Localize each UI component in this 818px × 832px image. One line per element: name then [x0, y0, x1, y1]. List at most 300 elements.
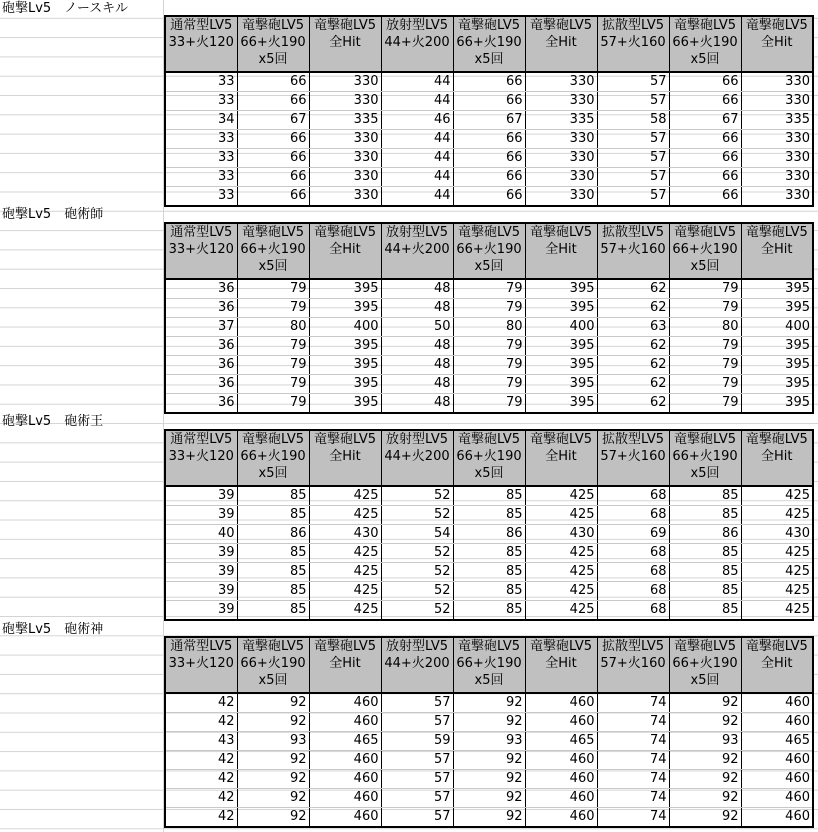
value-cell[interactable]: 66 [669, 187, 741, 207]
value-cell[interactable]: 62 [597, 375, 669, 394]
value-cell[interactable]: 425 [741, 582, 813, 601]
value-cell[interactable]: 44 [381, 92, 453, 111]
value-cell[interactable]: 66 [669, 130, 741, 149]
value-cell[interactable]: 460 [741, 789, 813, 808]
value-cell[interactable]: 92 [669, 770, 741, 789]
column-header-cell[interactable] [165, 16, 237, 72]
value-cell[interactable]: 34 [165, 111, 237, 130]
value-cell[interactable]: 92 [453, 808, 525, 828]
value-cell[interactable]: 465 [309, 732, 381, 751]
value-cell[interactable]: 42 [165, 789, 237, 808]
column-header-cell[interactable] [381, 16, 453, 72]
value-cell[interactable]: 425 [309, 486, 381, 506]
value-cell[interactable]: 39 [165, 486, 237, 506]
value-cell[interactable]: 395 [741, 337, 813, 356]
value-cell[interactable]: 57 [381, 789, 453, 808]
value-cell[interactable]: 80 [453, 318, 525, 337]
value-cell[interactable]: 430 [525, 525, 597, 544]
value-cell[interactable]: 33 [165, 92, 237, 111]
value-cell[interactable]: 460 [309, 808, 381, 828]
value-cell[interactable]: 330 [741, 187, 813, 207]
value-cell[interactable]: 92 [669, 693, 741, 713]
column-header-cell[interactable] [525, 430, 597, 486]
value-cell[interactable]: 33 [165, 149, 237, 168]
value-cell[interactable]: 92 [453, 713, 525, 732]
value-cell[interactable]: 460 [741, 693, 813, 713]
column-header-cell[interactable] [597, 430, 669, 486]
value-cell[interactable]: 395 [741, 356, 813, 375]
value-cell[interactable]: 395 [309, 394, 381, 414]
value-cell[interactable]: 79 [669, 394, 741, 414]
value-cell[interactable]: 74 [597, 732, 669, 751]
value-cell[interactable]: 85 [237, 582, 309, 601]
value-cell[interactable]: 48 [381, 337, 453, 356]
column-header-cell[interactable] [525, 637, 597, 693]
value-cell[interactable]: 66 [669, 168, 741, 187]
value-cell[interactable]: 460 [741, 770, 813, 789]
value-cell[interactable]: 425 [741, 563, 813, 582]
value-cell[interactable]: 66 [669, 149, 741, 168]
value-cell[interactable]: 395 [525, 337, 597, 356]
value-cell[interactable]: 58 [597, 111, 669, 130]
value-cell[interactable]: 66 [669, 72, 741, 92]
value-cell[interactable]: 39 [165, 563, 237, 582]
value-cell[interactable]: 68 [597, 506, 669, 525]
value-cell[interactable]: 395 [525, 375, 597, 394]
value-cell[interactable]: 85 [237, 506, 309, 525]
value-cell[interactable]: 57 [381, 808, 453, 828]
header-line: 竜撃砲LV5 [242, 639, 304, 654]
value-cell[interactable]: 36 [165, 356, 237, 375]
value-cell[interactable]: 62 [597, 279, 669, 299]
value-cell[interactable]: 85 [453, 486, 525, 506]
value-cell[interactable]: 86 [453, 525, 525, 544]
value-cell[interactable]: 39 [165, 506, 237, 525]
value-cell[interactable]: 36 [165, 337, 237, 356]
value-cell[interactable]: 330 [309, 149, 381, 168]
value-cell[interactable]: 430 [309, 525, 381, 544]
value-cell[interactable]: 42 [165, 770, 237, 789]
value-cell[interactable]: 68 [597, 582, 669, 601]
value-cell[interactable]: 335 [525, 111, 597, 130]
value-cell[interactable]: 395 [309, 337, 381, 356]
value-cell[interactable]: 395 [525, 394, 597, 414]
value-cell[interactable]: 460 [309, 770, 381, 789]
value-cell[interactable]: 67 [669, 111, 741, 130]
value-cell[interactable]: 80 [237, 318, 309, 337]
value-cell[interactable]: 330 [309, 168, 381, 187]
value-cell[interactable]: 79 [453, 299, 525, 318]
value-cell[interactable]: 79 [453, 394, 525, 414]
value-cell[interactable]: 57 [381, 770, 453, 789]
value-cell[interactable]: 66 [237, 72, 309, 92]
header-line: 竜撃砲LV5 [314, 225, 376, 240]
value-cell[interactable]: 460 [309, 693, 381, 713]
value-cell[interactable]: 57 [381, 693, 453, 713]
value-cell[interactable]: 69 [597, 525, 669, 544]
value-cell[interactable]: 400 [309, 318, 381, 337]
value-cell[interactable]: 85 [669, 506, 741, 525]
value-cell[interactable]: 59 [381, 732, 453, 751]
column-header-cell[interactable] [597, 223, 669, 279]
value-cell[interactable]: 85 [453, 506, 525, 525]
column-header-cell[interactable] [165, 637, 237, 693]
value-cell[interactable]: 74 [597, 789, 669, 808]
value-cell[interactable]: 48 [381, 299, 453, 318]
column-header-cell[interactable] [669, 637, 741, 693]
section-title[interactable]: 砲撃Lv5 ノースキル [2, 1, 129, 16]
value-cell[interactable]: 39 [165, 601, 237, 621]
value-cell[interactable]: 66 [453, 72, 525, 92]
value-cell[interactable]: 57 [597, 168, 669, 187]
header-line: x5回 [690, 52, 720, 67]
value-cell[interactable]: 330 [525, 72, 597, 92]
value-cell[interactable]: 62 [597, 337, 669, 356]
value-cell[interactable]: 66 [453, 168, 525, 187]
value-cell[interactable]: 460 [525, 693, 597, 713]
value-cell[interactable]: 425 [525, 506, 597, 525]
value-cell[interactable]: 425 [309, 563, 381, 582]
value-cell[interactable]: 425 [525, 544, 597, 563]
value-cell[interactable]: 44 [381, 72, 453, 92]
value-cell[interactable]: 79 [669, 337, 741, 356]
value-cell[interactable]: 57 [381, 751, 453, 770]
column-header-cell[interactable] [165, 430, 237, 486]
value-cell[interactable]: 66 [453, 130, 525, 149]
value-cell[interactable]: 79 [237, 394, 309, 414]
value-cell[interactable]: 425 [741, 506, 813, 525]
value-cell[interactable]: 330 [309, 92, 381, 111]
value-cell[interactable]: 330 [741, 130, 813, 149]
value-cell[interactable]: 33 [165, 72, 237, 92]
column-header-cell[interactable] [741, 430, 813, 486]
value-cell[interactable]: 400 [525, 318, 597, 337]
value-cell[interactable]: 66 [237, 149, 309, 168]
value-cell[interactable]: 74 [597, 713, 669, 732]
value-cell[interactable]: 330 [309, 187, 381, 207]
column-header-cell[interactable] [669, 16, 741, 72]
column-header-cell[interactable] [741, 223, 813, 279]
value-cell[interactable]: 395 [309, 356, 381, 375]
value-cell[interactable]: 33 [165, 187, 237, 207]
value-cell[interactable]: 400 [741, 318, 813, 337]
value-cell[interactable]: 425 [741, 601, 813, 621]
value-cell[interactable]: 460 [525, 770, 597, 789]
value-cell[interactable]: 335 [309, 111, 381, 130]
value-cell[interactable]: 42 [165, 693, 237, 713]
value-cell[interactable]: 52 [381, 486, 453, 506]
value-cell[interactable]: 42 [165, 808, 237, 828]
value-cell[interactable]: 425 [525, 563, 597, 582]
value-cell[interactable]: 79 [453, 375, 525, 394]
column-header-cell[interactable] [237, 16, 309, 72]
column-header-cell[interactable] [237, 637, 309, 693]
value-cell[interactable]: 68 [597, 601, 669, 621]
column-header-cell[interactable] [453, 637, 525, 693]
value-cell[interactable]: 79 [237, 375, 309, 394]
value-cell[interactable]: 330 [741, 72, 813, 92]
section-title[interactable]: 砲撃Lv5 砲術神 [2, 622, 104, 637]
value-cell[interactable]: 430 [741, 525, 813, 544]
value-cell[interactable]: 66 [453, 149, 525, 168]
value-cell[interactable]: 79 [669, 279, 741, 299]
column-header-cell[interactable] [669, 223, 741, 279]
value-cell[interactable]: 460 [525, 751, 597, 770]
value-cell[interactable]: 330 [741, 168, 813, 187]
value-cell[interactable]: 79 [237, 279, 309, 299]
value-cell[interactable]: 68 [597, 544, 669, 563]
column-header-cell[interactable] [165, 223, 237, 279]
value-cell[interactable]: 92 [453, 751, 525, 770]
value-cell[interactable]: 85 [453, 563, 525, 582]
value-cell[interactable]: 62 [597, 299, 669, 318]
column-header-cell[interactable] [381, 223, 453, 279]
value-cell[interactable]: 48 [381, 279, 453, 299]
column-header-cell[interactable] [237, 430, 309, 486]
value-cell[interactable]: 395 [309, 279, 381, 299]
value-cell[interactable]: 48 [381, 375, 453, 394]
value-cell[interactable]: 460 [309, 789, 381, 808]
value-cell[interactable]: 93 [669, 732, 741, 751]
value-cell[interactable]: 66 [237, 130, 309, 149]
value-cell[interactable]: 63 [597, 318, 669, 337]
value-cell[interactable]: 39 [165, 582, 237, 601]
value-cell[interactable]: 79 [237, 337, 309, 356]
value-cell[interactable]: 85 [453, 601, 525, 621]
value-cell[interactable]: 85 [669, 486, 741, 506]
column-header-cell[interactable] [453, 223, 525, 279]
value-cell[interactable]: 66 [237, 187, 309, 207]
value-cell[interactable]: 52 [381, 506, 453, 525]
value-cell[interactable]: 66 [669, 92, 741, 111]
column-header-cell[interactable] [669, 430, 741, 486]
value-cell[interactable]: 85 [669, 563, 741, 582]
value-cell[interactable]: 52 [381, 563, 453, 582]
value-cell[interactable]: 57 [597, 92, 669, 111]
value-cell[interactable]: 44 [381, 149, 453, 168]
value-cell[interactable]: 395 [309, 375, 381, 394]
value-cell[interactable]: 330 [525, 130, 597, 149]
value-cell[interactable]: 85 [669, 601, 741, 621]
value-cell[interactable]: 86 [669, 525, 741, 544]
value-cell[interactable]: 93 [453, 732, 525, 751]
column-header-cell[interactable] [525, 223, 597, 279]
value-cell[interactable]: 57 [597, 149, 669, 168]
value-cell[interactable]: 43 [165, 732, 237, 751]
column-header-cell[interactable] [309, 637, 381, 693]
value-cell[interactable]: 395 [309, 299, 381, 318]
value-cell[interactable]: 86 [237, 525, 309, 544]
value-cell[interactable]: 57 [381, 713, 453, 732]
value-cell[interactable]: 68 [597, 563, 669, 582]
column-header-cell[interactable] [309, 430, 381, 486]
value-cell[interactable]: 44 [381, 130, 453, 149]
value-cell[interactable]: 395 [525, 279, 597, 299]
value-cell[interactable]: 330 [741, 92, 813, 111]
column-header-cell[interactable] [597, 637, 669, 693]
value-cell[interactable]: 425 [309, 506, 381, 525]
header-line: 全Hit [761, 656, 793, 671]
value-cell[interactable]: 330 [309, 72, 381, 92]
value-cell[interactable]: 460 [525, 808, 597, 828]
column-header-cell[interactable] [453, 430, 525, 486]
value-cell[interactable]: 93 [237, 732, 309, 751]
value-cell[interactable]: 395 [741, 279, 813, 299]
value-cell[interactable]: 66 [237, 92, 309, 111]
value-cell[interactable]: 52 [381, 582, 453, 601]
value-cell[interactable]: 79 [237, 299, 309, 318]
value-cell[interactable]: 85 [237, 601, 309, 621]
value-cell[interactable]: 92 [237, 751, 309, 770]
value-cell[interactable]: 460 [309, 713, 381, 732]
value-cell[interactable]: 66 [453, 187, 525, 207]
value-cell[interactable]: 66 [453, 92, 525, 111]
value-cell[interactable]: 57 [597, 72, 669, 92]
value-cell[interactable]: 79 [237, 356, 309, 375]
value-cell[interactable]: 79 [669, 375, 741, 394]
value-cell[interactable]: 92 [669, 713, 741, 732]
value-cell[interactable]: 48 [381, 356, 453, 375]
header-line: 57+火160 [600, 35, 666, 50]
value-cell[interactable]: 460 [741, 713, 813, 732]
value-cell[interactable]: 39 [165, 544, 237, 563]
value-cell[interactable]: 85 [237, 486, 309, 506]
value-cell[interactable]: 68 [597, 486, 669, 506]
value-cell[interactable]: 85 [237, 563, 309, 582]
value-cell[interactable]: 85 [669, 582, 741, 601]
value-cell[interactable]: 85 [453, 544, 525, 563]
column-header-cell[interactable] [741, 637, 813, 693]
value-cell[interactable]: 92 [237, 808, 309, 828]
value-cell[interactable]: 74 [597, 808, 669, 828]
value-cell[interactable]: 465 [741, 732, 813, 751]
value-cell[interactable]: 395 [741, 375, 813, 394]
value-cell[interactable]: 85 [453, 582, 525, 601]
value-cell[interactable]: 57 [597, 130, 669, 149]
value-cell[interactable]: 62 [597, 394, 669, 414]
value-cell[interactable]: 37 [165, 318, 237, 337]
column-header-cell[interactable] [453, 16, 525, 72]
value-cell[interactable]: 33 [165, 168, 237, 187]
value-cell[interactable]: 74 [597, 770, 669, 789]
value-cell[interactable]: 79 [453, 356, 525, 375]
value-cell[interactable]: 36 [165, 279, 237, 299]
column-header-cell[interactable] [381, 637, 453, 693]
value-cell[interactable]: 460 [741, 751, 813, 770]
value-cell[interactable]: 79 [669, 356, 741, 375]
value-cell[interactable]: 44 [381, 168, 453, 187]
value-cell[interactable]: 92 [453, 693, 525, 713]
value-cell[interactable]: 92 [669, 808, 741, 828]
value-cell[interactable]: 335 [741, 111, 813, 130]
value-cell[interactable]: 85 [237, 544, 309, 563]
value-cell[interactable]: 425 [309, 582, 381, 601]
column-header-cell[interactable] [309, 223, 381, 279]
value-cell[interactable]: 425 [309, 601, 381, 621]
value-cell[interactable]: 52 [381, 544, 453, 563]
value-cell[interactable]: 330 [309, 130, 381, 149]
value-cell[interactable]: 79 [453, 337, 525, 356]
value-cell[interactable]: 330 [525, 168, 597, 187]
value-cell[interactable]: 330 [525, 149, 597, 168]
value-cell[interactable]: 425 [525, 601, 597, 621]
header-line: 竜撃砲LV5 [242, 432, 304, 447]
value-cell[interactable]: 36 [165, 375, 237, 394]
value-cell[interactable]: 74 [597, 693, 669, 713]
value-cell[interactable]: 62 [597, 356, 669, 375]
value-cell[interactable]: 425 [525, 582, 597, 601]
value-cell[interactable]: 92 [669, 751, 741, 770]
section-title[interactable]: 砲撃Lv5 砲術師 [2, 207, 104, 222]
column-header-cell[interactable] [525, 16, 597, 72]
value-cell[interactable]: 92 [237, 770, 309, 789]
column-header-cell[interactable] [741, 16, 813, 72]
value-cell[interactable]: 46 [381, 111, 453, 130]
value-cell[interactable]: 67 [453, 111, 525, 130]
value-cell[interactable]: 36 [165, 394, 237, 414]
value-cell[interactable]: 395 [741, 299, 813, 318]
value-cell[interactable]: 80 [669, 318, 741, 337]
value-cell[interactable]: 460 [525, 789, 597, 808]
value-cell[interactable]: 42 [165, 751, 237, 770]
column-header-cell[interactable] [309, 16, 381, 72]
value-cell[interactable]: 395 [525, 299, 597, 318]
column-header-cell[interactable] [237, 223, 309, 279]
value-cell[interactable]: 48 [381, 394, 453, 414]
value-cell[interactable]: 92 [237, 789, 309, 808]
value-cell[interactable]: 66 [237, 168, 309, 187]
value-cell[interactable]: 425 [741, 544, 813, 563]
value-cell[interactable]: 395 [741, 394, 813, 414]
value-cell[interactable]: 425 [525, 486, 597, 506]
value-cell[interactable]: 40 [165, 525, 237, 544]
value-cell[interactable]: 460 [309, 751, 381, 770]
value-cell[interactable]: 92 [669, 789, 741, 808]
value-cell[interactable]: 425 [309, 544, 381, 563]
value-cell[interactable]: 79 [453, 279, 525, 299]
value-cell[interactable]: 85 [669, 544, 741, 563]
value-cell[interactable]: 33 [165, 130, 237, 149]
value-cell[interactable]: 395 [525, 356, 597, 375]
value-cell[interactable]: 92 [453, 789, 525, 808]
value-cell[interactable]: 52 [381, 601, 453, 621]
value-cell[interactable]: 330 [525, 92, 597, 111]
value-cell[interactable]: 425 [741, 486, 813, 506]
value-cell[interactable]: 330 [741, 149, 813, 168]
value-cell[interactable]: 460 [741, 808, 813, 828]
value-cell[interactable]: 57 [597, 187, 669, 207]
value-cell[interactable]: 67 [237, 111, 309, 130]
value-cell[interactable]: 44 [381, 187, 453, 207]
value-cell[interactable]: 92 [453, 770, 525, 789]
value-cell[interactable]: 92 [237, 693, 309, 713]
value-cell[interactable]: 54 [381, 525, 453, 544]
value-cell[interactable]: 74 [597, 751, 669, 770]
value-cell[interactable]: 42 [165, 713, 237, 732]
value-cell[interactable]: 465 [525, 732, 597, 751]
header-line: 66+火190 [672, 242, 738, 257]
value-cell[interactable]: 92 [237, 713, 309, 732]
header-line: 66+火190 [240, 449, 306, 464]
value-cell[interactable]: 330 [525, 187, 597, 207]
value-cell[interactable]: 79 [669, 299, 741, 318]
value-cell[interactable]: 50 [381, 318, 453, 337]
column-header-cell[interactable] [597, 16, 669, 72]
value-cell[interactable]: 36 [165, 299, 237, 318]
column-header-cell[interactable] [381, 430, 453, 486]
value-cell[interactable]: 460 [525, 713, 597, 732]
section-title[interactable]: 砲撃Lv5 砲術王 [2, 414, 104, 429]
